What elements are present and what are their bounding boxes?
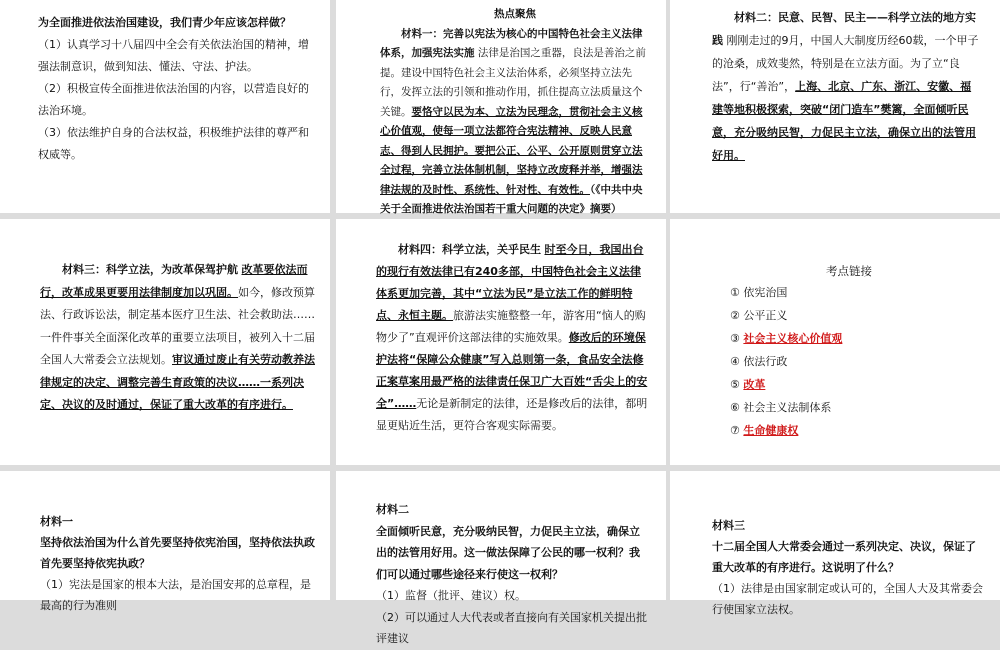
slide-material-four <box>336 219 666 465</box>
exam-link-item <box>730 396 1000 419</box>
exam-link-number: ⑤ <box>730 378 740 391</box>
material-lead: 材料二：民意、民智、民主——科学立法的地方实践 <box>712 11 976 47</box>
material-text-underlined: 要恪守以民为本、立法为民理念，贯彻社会主义核心价值观，使每一项立法都符合宪法精神、反映人民意志、得到人民拥护。要把公正、公平、公开原则贯穿立法全过程，完善立法体制机制，坚持立改废释并举，增强法律法规的及时性、系统性、针对性、有效性。 <box>380 105 643 196</box>
material-text-underlined-1: 改革要依法而行，改革成果更要用法律制度加以巩固。 <box>40 263 308 299</box>
material-text: 如今，修改预算法、行政诉讼法，制定基本医疗卫生法、社会救助法……一件件事关全面深化改革的重要立法项目，被列入十二届全国人大常委会立法规划。 <box>40 285 315 366</box>
exam-link-text: 依法行政 <box>743 355 788 368</box>
slide-material-three <box>0 219 330 465</box>
answer-point-3: （3）依法维护自身的合法权益，积极维护法律的尊严和权威等。 <box>38 126 309 161</box>
exam-link-item <box>730 281 1000 304</box>
material-label: 材料一 <box>40 515 73 528</box>
material-text-underlined: 上海、北京、广东、浙江、安徽、福建等地积极探索，突破“闭门造车”樊篱，全面倾听民意，充分吸纳民智，力促民主立法，确保立出的法管用好用。 <box>712 80 976 162</box>
slide-answer: （1）法律是由国家制定或认可的，全国人大及其常委会行使国家立法权。 <box>712 582 983 616</box>
slide-question-three <box>670 471 1000 616</box>
material-text: 刚刚走过的9月，中国人大制度历经60载，一个甲子的沧桑，成效斐然，特别是在立法方面。为了立“良法”，行“善治”， <box>712 34 979 93</box>
material-lead: 材料四：科学立法，关乎民生 <box>398 243 541 256</box>
slide-exam-links <box>670 219 1000 465</box>
exam-link-text: 生命健康权 <box>743 424 799 437</box>
material-lead: 材料一：完善以宪法为核心的中国特色社会主义法律体系，加强宪法实施 <box>380 27 643 59</box>
slide-question: 为全面推进依法治国建设，我们青少年应该怎样做？ <box>38 16 291 29</box>
slide-citizen-duties <box>0 0 330 213</box>
exam-link-text: 公平正义 <box>743 309 788 322</box>
exam-link-item <box>730 350 1000 373</box>
exam-link-number: ⑦ <box>730 424 740 437</box>
material-lead: 材料三：科学立法，为改革保驾护航 <box>62 263 238 276</box>
slide-question: 十二届全国人大常委会通过一系列决定、决议，保证了重大改革的有序进行。这说明了什么？ <box>712 540 976 574</box>
material-source: （《中共中央关于全面推进依法治国若干重大问题的决定》摘要） <box>380 183 643 215</box>
exam-link-text: 社会主义法制体系 <box>743 401 832 414</box>
answer-point-1: （1）认真学习十八届四中全会有关依法治国的精神，增强法制意识，做到知法、懂法、守法、护法。 <box>38 38 309 73</box>
exam-link-number: ⑥ <box>730 401 740 414</box>
exam-link-item <box>730 304 1000 327</box>
material-text-underlined-2: 审议通过废止有关劳动教养法律规定的决定、调整完善生育政策的决议……一系列决定、决议的及时通过，保证了重大改革的有序进行。 <box>40 353 315 411</box>
exam-link-number: ② <box>730 309 740 322</box>
exam-link-text: 改革 <box>743 378 766 391</box>
slide-answer-2: （2）可以通过人大代表或者直接向有关国家机关提出批评建议 <box>376 610 647 645</box>
exam-link-item <box>730 419 1000 442</box>
exam-link-number: ① <box>730 286 740 299</box>
answer-point-2: （2）积极宣传全面推进依法治国的内容，以营造良好的法治环境。 <box>38 82 309 117</box>
material-text-2: 无论是新制定的法律，还是修改后的法律，都明显更贴近生活，更符合客观实际需要。 <box>376 397 648 432</box>
exam-link-number: ③ <box>730 332 740 345</box>
material-text: 法律是治国之重器，良法是善治之前提。建设中国特色社会主义法治体系，必须坚持立法先行，发挥立法的引领和推动作用，抓住提高立法质量这个关键。 <box>380 47 646 118</box>
slide-question: 坚持依法治国为什么首先要坚持依宪治国，坚持依法执政首先要坚持依宪执政？ <box>40 536 315 570</box>
exam-link-item <box>730 327 1000 350</box>
material-text-1: 旅游法实施整整一年，游客用“恼人的购物少了”直观评价这部法律的实施效果。 <box>376 309 646 344</box>
slide-hot-focus <box>336 0 666 213</box>
exam-link-text: 社会主义核心价值观 <box>743 332 843 345</box>
exam-link-number: ④ <box>730 355 740 368</box>
slide-heading: 热点聚焦 <box>494 8 536 20</box>
material-text-underlined-2: 修改后的环境保护法将“保障公众健康”写入总则第一条，食品安全法修正案草案用最严格的法律责任保卫广大百姓“舌尖上的安全”…… <box>376 331 648 410</box>
material-label: 材料二 <box>376 503 409 516</box>
material-label: 材料三 <box>712 519 745 532</box>
slide-question-one <box>0 471 330 612</box>
slide-answer: （1）宪法是国家的根本大法，是治国安邦的总章程，是最高的行为准则 <box>40 578 311 612</box>
material-text-underlined-1: 时至今日，我国出台的现行有效法律已有240多部，中国特色社会主义法律体系更加完善，其中“立法为民”是立法工作的鲜明特点、永恒主题。 <box>376 243 644 322</box>
slide-question-two <box>336 471 666 645</box>
slide-question: 全面倾听民意，充分吸纳民智，力促民主立法，确保立出的法管用好用。这一做法保障了公民的哪一权利？我们可以通过哪些途径来行使这一权利？ <box>376 524 640 581</box>
exam-link-item <box>730 373 1000 396</box>
slide-heading: 考点链接 <box>826 264 872 278</box>
exam-link-list <box>670 281 1000 442</box>
exam-link-text: 依宪治国 <box>743 286 788 299</box>
slide-material-two <box>670 0 1000 213</box>
slide-answer-1: （1）监督（批评、建议）权。 <box>376 589 526 602</box>
